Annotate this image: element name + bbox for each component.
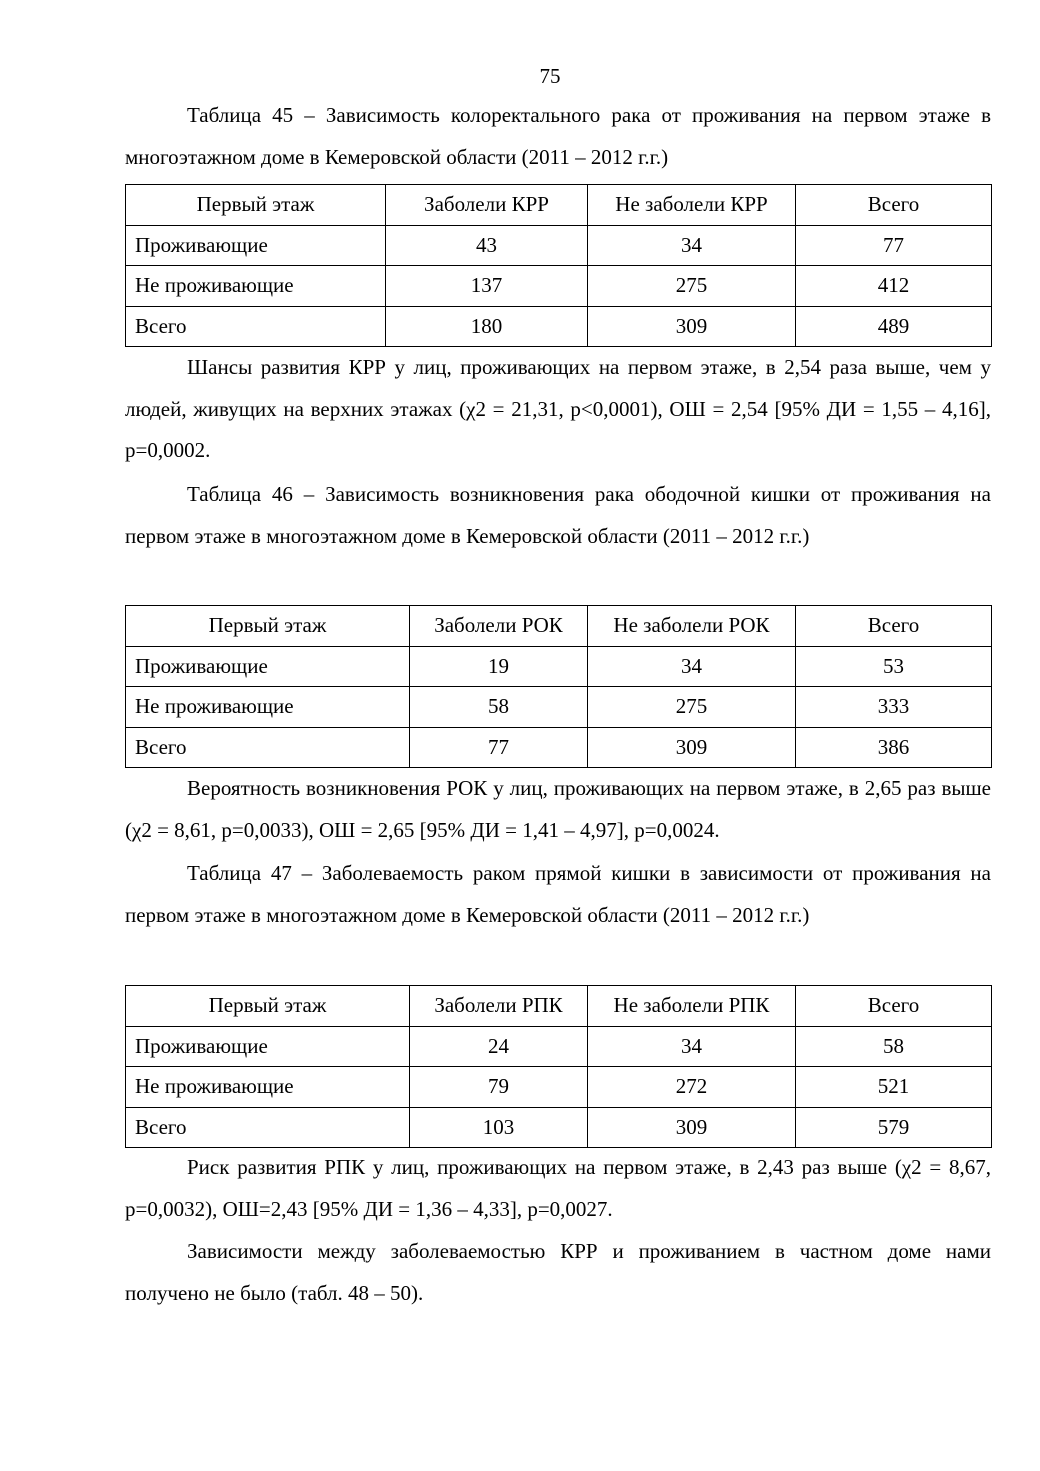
header-cell: Заболели РОК [410, 606, 588, 647]
table-cell: 489 [796, 306, 992, 347]
table-cell: 275 [588, 687, 796, 728]
table-cell: 275 [588, 266, 796, 307]
table-row [126, 306, 992, 347]
table-header-row [126, 606, 992, 647]
table-header-row [126, 185, 992, 226]
table-45-block [125, 184, 991, 347]
row-label: Проживающие [126, 1026, 410, 1067]
table-cell: 272 [588, 1067, 796, 1108]
table-46-block [125, 605, 991, 768]
paragraph-3: Риск развития РПК у лиц, проживающих на первом этаже, в 2,43 раз выше (χ2 = 8,67, p=0,0032), ОШ=2,43 [95% ДИ = 1,36 – 4,33], p=0,0027. [125, 1155, 991, 1221]
table-header-row [126, 986, 992, 1027]
row-label: Не проживающие [126, 1067, 410, 1108]
table-cell: 34 [588, 225, 796, 266]
table-row [126, 1026, 992, 1067]
table-46 [125, 605, 992, 768]
table-46-caption-block [125, 474, 991, 557]
table-cell: 58 [410, 687, 588, 728]
table-cell: 521 [796, 1067, 992, 1108]
row-label: Проживающие [126, 225, 386, 266]
table-47 [125, 985, 992, 1148]
table-cell: 412 [796, 266, 992, 307]
paragraph-4-block [125, 1231, 991, 1314]
row-label: Всего [126, 727, 410, 768]
table-row [126, 727, 992, 768]
table-cell: 53 [796, 646, 992, 687]
table-row [126, 646, 992, 687]
table-cell: 333 [796, 687, 992, 728]
header-cell: Первый этаж [126, 606, 410, 647]
table-row [126, 266, 992, 307]
header-cell: Не заболели РОК [588, 606, 796, 647]
header-cell: Всего [796, 986, 992, 1027]
row-label: Проживающие [126, 646, 410, 687]
header-cell: Всего [796, 606, 992, 647]
header-cell: Первый этаж [126, 185, 386, 226]
table-45-caption-block [125, 95, 991, 178]
header-cell: Не заболели КРР [588, 185, 796, 226]
row-label: Не проживающие [126, 687, 410, 728]
table-cell: 386 [796, 727, 992, 768]
header-cell: Не заболели РПК [588, 986, 796, 1027]
page-number: 75 [539, 64, 561, 88]
table-row [126, 1107, 992, 1148]
table-47-block [125, 985, 991, 1148]
table-cell: 43 [386, 225, 588, 266]
table-row [126, 1067, 992, 1108]
table-cell: 137 [386, 266, 588, 307]
paragraph-4: Зависимости между заболеваемостью КРР и проживанием в частном доме нами получено не было (табл. 48 – 50). [125, 1239, 991, 1305]
header-cell: Всего [796, 185, 992, 226]
table-cell: 180 [386, 306, 588, 347]
row-label: Всего [126, 1107, 410, 1148]
table-cell: 24 [410, 1026, 588, 1067]
table-cell: 309 [588, 727, 796, 768]
table-cell: 103 [410, 1107, 588, 1148]
table-47-caption-block [125, 853, 991, 936]
table-cell: 77 [796, 225, 992, 266]
header-cell: Заболели КРР [386, 185, 588, 226]
table-row [126, 687, 992, 728]
table-cell: 34 [588, 646, 796, 687]
paragraph-1-block [125, 347, 991, 472]
table-45 [125, 184, 992, 347]
row-label: Всего [126, 306, 386, 347]
table-45-caption: Таблица 45 – Зависимость колоректального рака от проживания на первом этаже в многоэтажном доме в Кемеровской области (2011 – 2012 г.г.) [125, 103, 991, 169]
row-label: Не проживающие [126, 266, 386, 307]
header-cell: Первый этаж [126, 986, 410, 1027]
table-cell: 34 [588, 1026, 796, 1067]
paragraph-1: Шансы развития КРР у лиц, проживающих на первом этаже, в 2,54 раза выше, чем у людей, живущих на верхних этажах (χ2 = 21,31, p<0,0001), ОШ = 2,54 [95% ДИ = 1,55 – 4,16], p=0,0002. [125, 355, 991, 462]
table-cell: 77 [410, 727, 588, 768]
header-cell: Заболели РПК [410, 986, 588, 1027]
table-row [126, 225, 992, 266]
table-cell: 579 [796, 1107, 992, 1148]
table-cell: 79 [410, 1067, 588, 1108]
table-cell: 309 [588, 306, 796, 347]
paragraph-3-block [125, 1147, 991, 1230]
table-cell: 19 [410, 646, 588, 687]
table-47-caption: Таблица 47 – Заболеваемость раком прямой кишки в зависимости от проживания на первом этаже в многоэтажном доме в Кемеровской области (2011 – 2012 г.г.) [125, 861, 991, 927]
table-cell: 309 [588, 1107, 796, 1148]
paragraph-2: Вероятность возникновения РОК у лиц, проживающих на первом этаже, в 2,65 раз выше (χ2 = 8,61, p=0,0033), ОШ = 2,65 [95% ДИ = 1,41 – 4,97], p=0,0024. [125, 776, 991, 842]
table-cell: 58 [796, 1026, 992, 1067]
paragraph-2-block [125, 768, 991, 851]
table-46-caption: Таблица 46 – Зависимость возникновения рака ободочной кишки от проживания на первом этаже в многоэтажном доме в Кемеровской области (2011 – 2012 г.г.) [125, 482, 991, 548]
